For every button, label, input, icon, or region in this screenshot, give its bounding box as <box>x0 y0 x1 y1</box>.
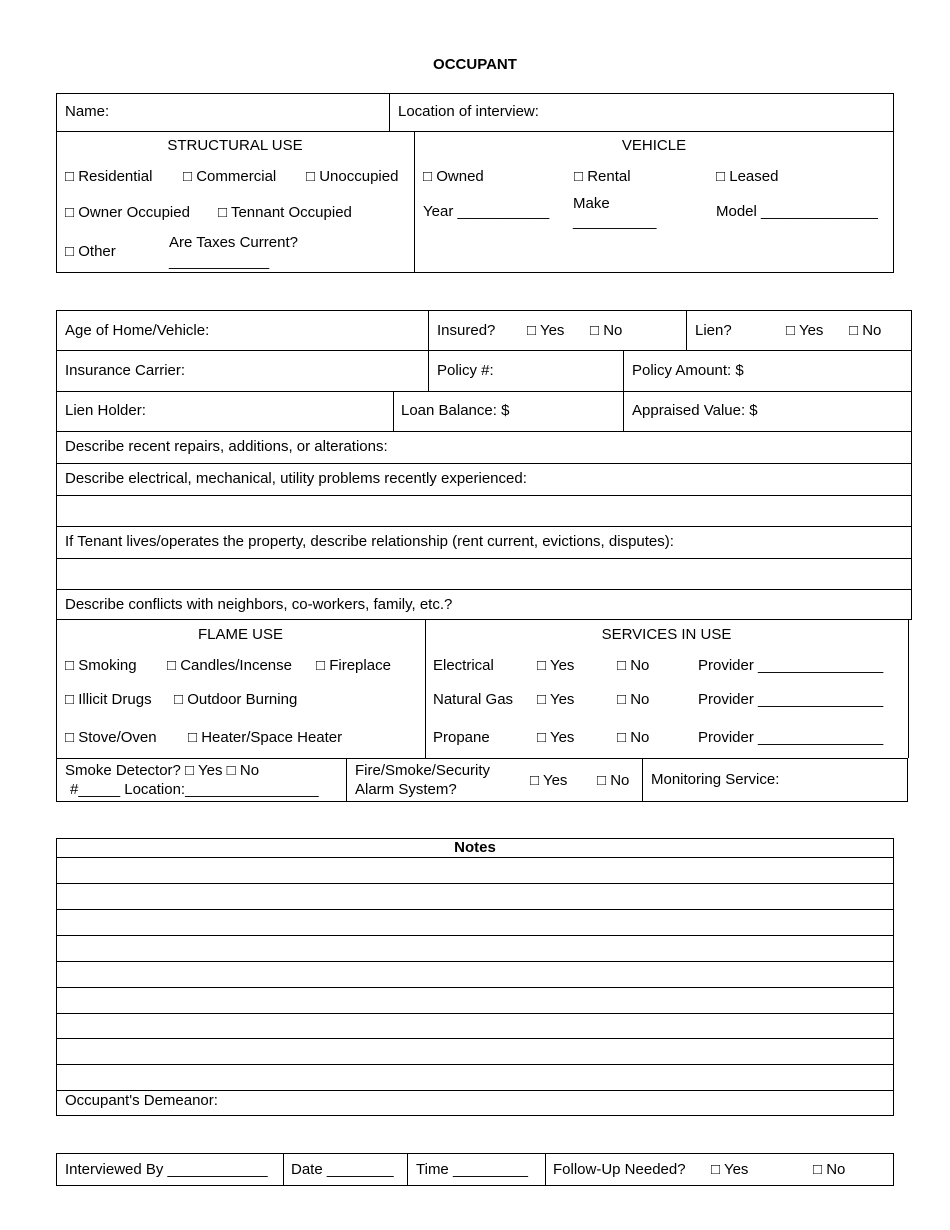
notes-line[interactable] <box>56 935 894 936</box>
notes-line[interactable] <box>56 1064 894 1065</box>
commercial-checkbox[interactable]: □ Commercial <box>183 168 277 185</box>
make-label: Make <box>573 195 610 212</box>
row-divider <box>56 589 912 590</box>
other-checkbox[interactable]: □ Other <box>65 243 116 260</box>
row-divider <box>56 350 912 351</box>
insured-yes-checkbox[interactable]: □ Yes <box>527 322 565 339</box>
lien-label: Lien? <box>695 322 732 339</box>
outdoor-burning-checkbox[interactable]: □ Outdoor Burning <box>174 691 298 708</box>
col-divider <box>346 758 347 801</box>
col-divider <box>623 350 624 431</box>
year-field[interactable]: Year ___________ <box>423 203 550 220</box>
owner-occupied-checkbox[interactable]: □ Owner Occupied <box>65 204 190 221</box>
insured-no-checkbox[interactable]: □ No <box>590 322 623 339</box>
service-name: Electrical <box>433 657 494 674</box>
row-divider <box>56 495 912 496</box>
notes-line[interactable] <box>56 857 894 858</box>
fireplace-checkbox[interactable]: □ Fireplace <box>316 657 391 674</box>
service-name: Natural Gas <box>433 691 514 708</box>
lien-yes-checkbox[interactable]: □ Yes <box>786 322 824 339</box>
smoke-location-field[interactable]: #_____ Location:________________ <box>70 781 319 798</box>
age-field[interactable]: Age of Home/Vehicle: <box>65 322 210 339</box>
insurance-carrier-field[interactable]: Insurance Carrier: <box>65 362 186 379</box>
services-heading: SERVICES IN USE <box>601 626 732 643</box>
notes-line[interactable] <box>56 909 894 910</box>
conflicts-field[interactable]: Describe conflicts with neighbors, co-workers, family, etc.? <box>65 596 453 613</box>
loan-balance-field[interactable]: Loan Balance: $ <box>401 402 510 419</box>
alarm-no-checkbox[interactable]: □ No <box>597 772 630 789</box>
illicit-drugs-checkbox[interactable]: □ Illicit Drugs <box>65 691 152 708</box>
row-divider <box>56 558 912 559</box>
row-divider <box>56 391 912 392</box>
demeanor-field[interactable]: Occupant's Demeanor: <box>65 1092 218 1109</box>
tenant-occupied-checkbox[interactable]: □ Tennant Occupied <box>218 204 352 221</box>
row-divider <box>56 758 908 759</box>
col-divider <box>686 310 687 350</box>
notes-line[interactable] <box>56 1038 894 1039</box>
right-border <box>908 619 909 758</box>
vehicle-heading: VEHICLE <box>621 137 687 154</box>
gas-no-checkbox[interactable]: □ No <box>617 691 650 708</box>
follow-up-yes-checkbox[interactable]: □ Yes <box>711 1161 749 1178</box>
row-divider <box>56 526 912 527</box>
time-field[interactable]: Time _________ <box>416 1161 529 1178</box>
gas-provider-field[interactable]: Provider _______________ <box>698 691 884 708</box>
location-field[interactable]: Location of interview: <box>398 103 539 120</box>
problems-field[interactable]: Describe electrical, mechanical, utility problems recently experienced: <box>65 470 527 487</box>
col-divider <box>407 1153 408 1186</box>
heater-checkbox[interactable]: □ Heater/Space Heater <box>188 729 343 746</box>
date-field[interactable]: Date ________ <box>291 1161 394 1178</box>
smoking-checkbox[interactable]: □ Smoking <box>65 657 137 674</box>
follow-up-label: Follow-Up Needed? <box>553 1161 686 1178</box>
insured-label: Insured? <box>437 322 496 339</box>
tenant-field[interactable]: If Tenant lives/operates the property, describe relationship (rent current, evictions, disputes): <box>65 533 674 550</box>
row-divider <box>56 619 912 620</box>
taxes-current-field[interactable]: ____________ <box>169 253 270 270</box>
propane-no-checkbox[interactable]: □ No <box>617 729 650 746</box>
name-field[interactable]: Name: <box>65 103 110 120</box>
col-divider <box>283 1153 284 1186</box>
lien-no-checkbox[interactable]: □ No <box>849 322 882 339</box>
leased-checkbox[interactable]: □ Leased <box>716 168 779 185</box>
col-divider <box>393 391 394 431</box>
model-field[interactable]: Model ______________ <box>716 203 878 220</box>
notes-line[interactable] <box>56 1013 894 1014</box>
candles-checkbox[interactable]: □ Candles/Incense <box>167 657 292 674</box>
electrical-yes-checkbox[interactable]: □ Yes <box>537 657 575 674</box>
alarm-yes-checkbox[interactable]: □ Yes <box>530 772 568 789</box>
make-field[interactable]: __________ <box>573 213 657 230</box>
structural-use-heading: STRUCTURAL USE <box>167 137 303 154</box>
left-border <box>56 310 57 801</box>
page-title: OCCUPANT <box>433 56 517 73</box>
right-border <box>907 758 908 801</box>
notes-border <box>56 838 894 1116</box>
owned-checkbox[interactable]: □ Owned <box>423 168 484 185</box>
follow-up-no-checkbox[interactable]: □ No <box>813 1161 846 1178</box>
row-divider <box>56 801 908 802</box>
appraised-value-field[interactable]: Appraised Value: $ <box>632 402 758 419</box>
notes-line[interactable] <box>56 961 894 962</box>
interviewed-by-field[interactable]: Interviewed By ____________ <box>65 1161 268 1178</box>
unoccupied-checkbox[interactable]: □ Unoccupied <box>306 168 399 185</box>
alarm-label-2: Alarm System? <box>355 781 457 798</box>
col-divider <box>642 758 643 801</box>
row-divider <box>56 131 894 132</box>
right-border <box>911 310 912 619</box>
col-divider <box>389 93 390 131</box>
notes-line[interactable] <box>56 1090 894 1091</box>
flame-use-heading: FLAME USE <box>197 626 284 643</box>
smoke-detector-checkbox[interactable]: Smoke Detector? □ Yes □ No <box>65 762 260 779</box>
electrical-provider-field[interactable]: Provider _______________ <box>698 657 884 674</box>
monitoring-service-field[interactable]: Monitoring Service: <box>651 771 780 788</box>
notes-line[interactable] <box>56 883 894 884</box>
residential-checkbox[interactable]: □ Residential <box>65 168 153 185</box>
policy-number-field[interactable]: Policy #: <box>437 362 494 379</box>
stove-checkbox[interactable]: □ Stove/Oven <box>65 729 157 746</box>
notes-line[interactable] <box>56 987 894 988</box>
propane-provider-field[interactable]: Provider _______________ <box>698 729 884 746</box>
col-divider <box>428 310 429 391</box>
row-divider <box>56 463 912 464</box>
alarm-label: Fire/Smoke/Security <box>355 762 491 779</box>
col-divider <box>545 1153 546 1186</box>
taxes-current-label: Are Taxes Current? <box>169 234 298 251</box>
row-divider <box>56 431 912 432</box>
propane-yes-checkbox[interactable]: □ Yes <box>537 729 575 746</box>
row-divider <box>56 310 912 311</box>
rental-checkbox[interactable]: □ Rental <box>574 168 631 185</box>
service-name: Propane <box>433 729 490 746</box>
electrical-no-checkbox[interactable]: □ No <box>617 657 650 674</box>
gas-yes-checkbox[interactable]: □ Yes <box>537 691 575 708</box>
notes-heading: Notes <box>454 839 496 856</box>
repairs-field[interactable]: Describe recent repairs, additions, or alterations: <box>65 438 388 455</box>
lien-holder-field[interactable]: Lien Holder: <box>65 402 146 419</box>
policy-amount-field[interactable]: Policy Amount: $ <box>632 362 744 379</box>
